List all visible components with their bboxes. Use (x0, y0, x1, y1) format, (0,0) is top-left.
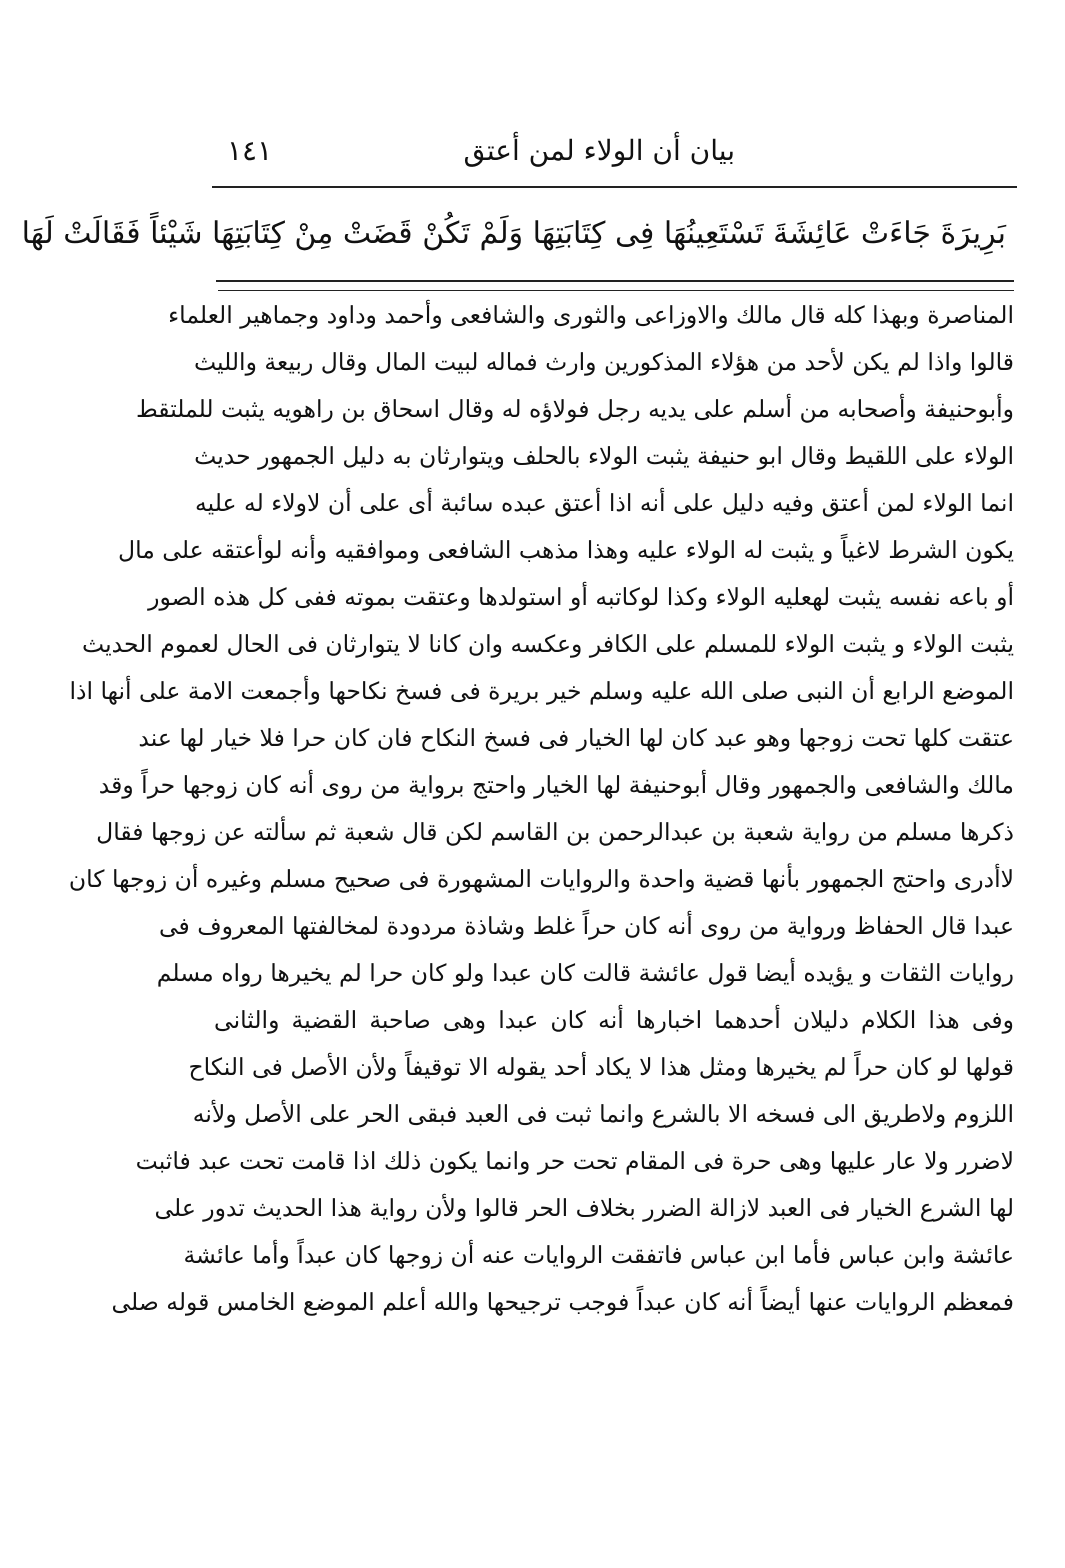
text-line: انما الولاء لمن أعتق وفيه دليل على أنه اذا أعتق عبده سائبة أى على أن لاولاء له عليه (195, 489, 1014, 517)
text-line: لاأدرى واحتج الجمهور بأنها قضية واحدة والروايات المشهورة فى صحيح مسلم وغيره أن زوجها كان (68, 865, 1014, 893)
page-header (215, 128, 1015, 184)
text-line: اللزوم ولاطريق الى فسخه الا بالشرع وانما ثبت فى العبد فبقى الحر على الأصل ولأنه (192, 1100, 1014, 1128)
text-line: الولاء على اللقيط وقال ابو حنيفة يثبت الولاء بالحلف ويتوارثان به دليل الجمهور حديث (194, 442, 1014, 470)
text-line: لها الشرع الخيار فى العبد لازالة الضرر بخلاف الحر قالوا ولأن رواية هذا الحديث تدور على (154, 1194, 1014, 1222)
text-line: قالوا واذا لم يكن لأحد من هؤلاء المذكورين وارث فماله لبيت المال وقال ربيعة والليث (193, 348, 1014, 376)
header-rule (212, 186, 1017, 188)
text-line: المناصرة وبهذا كله قال مالك والاوزاعى والثورى والشافعى وأحمد وداود وجماهير العلماء (168, 301, 1014, 329)
text-line: عبدا قال الحفاظ ورواية من روى أنه كان حراً غلط وشاذة مردودة لمخالفتها المعروف فى (158, 912, 1014, 940)
text-line: يكون الشرط لاغياً و يثبت له الولاء عليه وهذا مذهب الشافعى وموافقيه وأنه لوأعتقه على مال (118, 536, 1014, 564)
text-line: مالك والشافعى والجمهور وقال أبوحنيفة لها الخيار واحتج برواية من روى أنه كان زوجها حراً وقد (98, 771, 1014, 799)
text-line: وفى هذا الكلام دليلان أحدهما اخبارها أنه كان عبدا وهى صاحبة القضية والثانى (214, 1006, 1014, 1034)
hadith-text: بَرِيرَةَ جَاءَتْ عَائِشَةَ تَسْتَعِينُهَا فِى كِتَابَتِهَا وَلَمْ تَكُنْ قَضَتْ مِنْ كِتَابَتِهَا شَيْئاً فَقَالَتْ لَهَا (21, 216, 1006, 251)
separator-rule (216, 280, 1014, 282)
running-title: بيان أن الولاء لمن أعتق (463, 134, 735, 167)
separator-rule-thin (218, 290, 1014, 291)
text-line: يثبت الولاء و يثبت الولاء للمسلم على الكافر وعكسه وان كانا لا يتوارثان فى الحال لعموم الحديث (82, 630, 1014, 658)
text-line: عائشة وابن عباس فأما ابن عباس فاتفقت الروايات عنه أن زوجها كان عبداً وأما عائشة (183, 1241, 1014, 1269)
text-line: لاضرر ولا عار عليها وهى حرة فى المقام تحت حر وانما يكون ذلك اذا قامت تحت عبد فاثبت (135, 1147, 1014, 1175)
text-line: قولها لو كان حراً لم يخيرها ومثل هذا لا يكاد أحد يقوله الا توقيفاً ولأن الأصل فى النكاح (188, 1053, 1014, 1081)
text-line: الموضع الرابع أن النبى صلى الله عليه وسلم خير بريرة فى فسخ نكاحها وأجمعت الامة على أنها اذا (69, 677, 1014, 705)
commentary-text (68, 292, 1014, 1326)
text-line: روايات الثقات و يؤيده أيضا قول عائشة قالت كان عبدا ولو كان حرا لم يخيرها رواه مسلم (156, 959, 1014, 987)
text-line: أو باعه نفسه يثبت لهعليه الولاء وكذا لوكاتبه أو استولدها وعتقت بموته ففى كل هذه الصور (148, 583, 1014, 611)
page-number: ١٤١ (227, 134, 273, 167)
text-line: عتقت كلها تحت زوجها وهو عبد كان لها الخيار فى فسخ النكاح فان كان حرا فلا خيار لها عند (138, 724, 1014, 752)
text-line: ذكرها مسلم من رواية شعبة بن عبدالرحمن بن القاسم لكن قال شعبة ثم سألته عن زوجها فقال (96, 818, 1014, 846)
text-line: فمعظم الروايات عنها أيضاً أنه كان عبداً فوجب ترجيحها والله أعلم الموضع الخامس قوله صلى (111, 1288, 1014, 1316)
text-line: وأبوحنيفة وأصحابه من أسلم على يديه رجل فولاؤه له وقال اسحاق بن راهويه يثبت للملتقط (136, 395, 1014, 423)
